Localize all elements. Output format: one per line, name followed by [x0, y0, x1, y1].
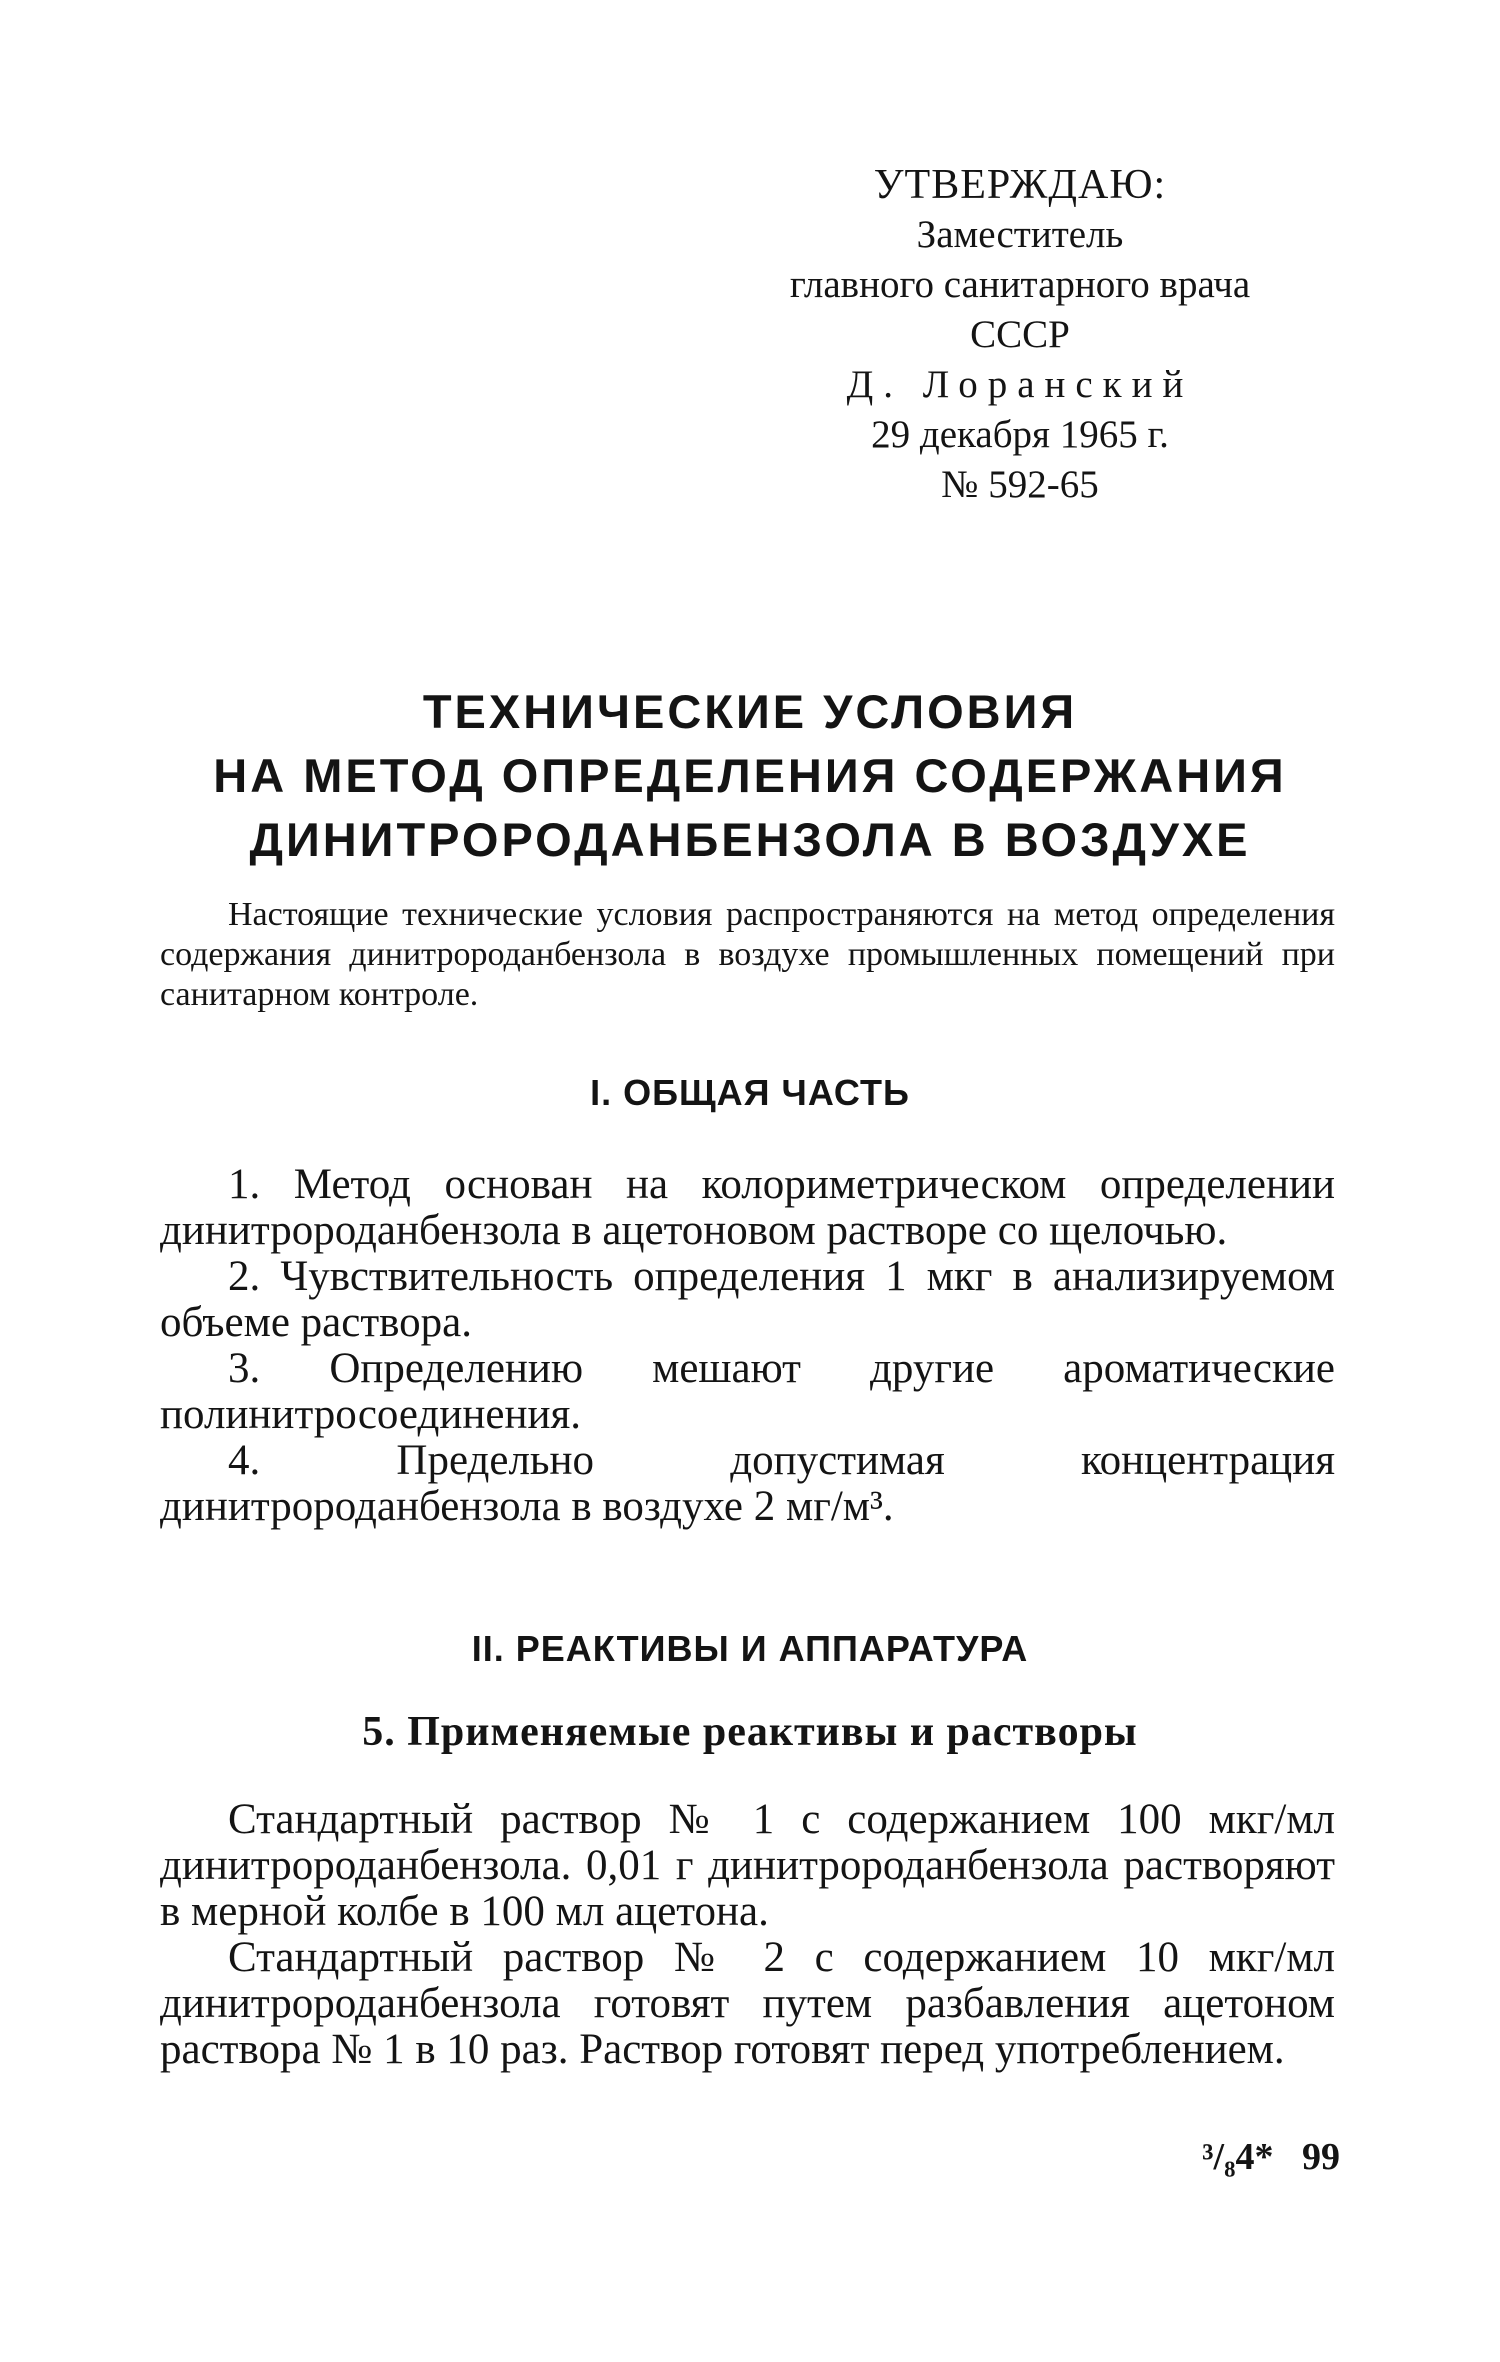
approval-block: [740, 160, 1300, 510]
approval-position: Заместитель: [916, 213, 1124, 256]
title-line: ТЕХНИЧЕСКИЕ УСЛОВИЯ: [422, 685, 1078, 738]
approval-position-detail: главного санитарного врача: [789, 263, 1251, 306]
paragraph: Стандартный раствор № 2 с содержанием 10 мкг/мл динитророданбензола готовят путем разбавления ацетоном раствора № 1 в 10 раз. Раствор готовят перед употреблением.: [160, 1934, 1335, 2073]
page-number: 99: [1302, 2136, 1340, 2178]
approval-date: 29 декабря 1965 г.: [871, 413, 1169, 456]
approval-number: № 592-65: [941, 463, 1099, 506]
subsection-heading-reagents: 5. Применяемые реактивы и растворы: [362, 1709, 1138, 1755]
intro-paragraph: Настоящие технические условия распространяются на метод определения содержания динитророданбензола в воздухе промышленных помещений при санитарном контроле.: [160, 896, 1335, 1013]
signature-mark: ³/₈4*: [1202, 2136, 1274, 2178]
section-heading-general: I. ОБЩАЯ ЧАСТЬ: [590, 1072, 910, 1113]
title-line: НА МЕТОД ОПРЕДЕЛЕНИЯ СОДЕРЖАНИЯ: [213, 749, 1287, 802]
approval-heading: УТВЕРЖДАЮ:: [873, 162, 1167, 208]
document-title: [160, 680, 1340, 872]
paragraph: 1. Метод основан на колориметрическом определении динитророданбензола в ацетоновом растворе со щелочью.: [160, 1161, 1335, 1254]
paragraph: 4. Предельно допустимая концентрация динитророданбензола в воздухе 2 мг/м³.: [160, 1437, 1335, 1530]
title-line: ДИНИТРОРОДАНБЕНЗОЛА В ВОЗДУХЕ: [249, 813, 1251, 866]
section-heading-reagents: II. РЕАКТИВЫ И АППАРАТУРА: [471, 1628, 1029, 1669]
section-general-body: [160, 1162, 1335, 1530]
approval-signatory: Д. Лоранский: [846, 363, 1194, 406]
paragraph: 3. Определению мешают другие ароматические полинитросоединения.: [160, 1345, 1335, 1438]
paragraph: Стандартный раствор № 1 с содержанием 100 мкг/мл динитророданбензола. 0,01 г динитророданбензола растворяют в мерной колбе в 100 мл ацетона.: [160, 1796, 1335, 1935]
paragraph: 2. Чувствительность определения 1 мкг в анализируемом объеме раствора.: [160, 1253, 1335, 1346]
section-reagents-body: [160, 1797, 1335, 2073]
approval-country: СССР: [970, 313, 1070, 356]
page-footer: [1180, 2135, 1340, 2179]
